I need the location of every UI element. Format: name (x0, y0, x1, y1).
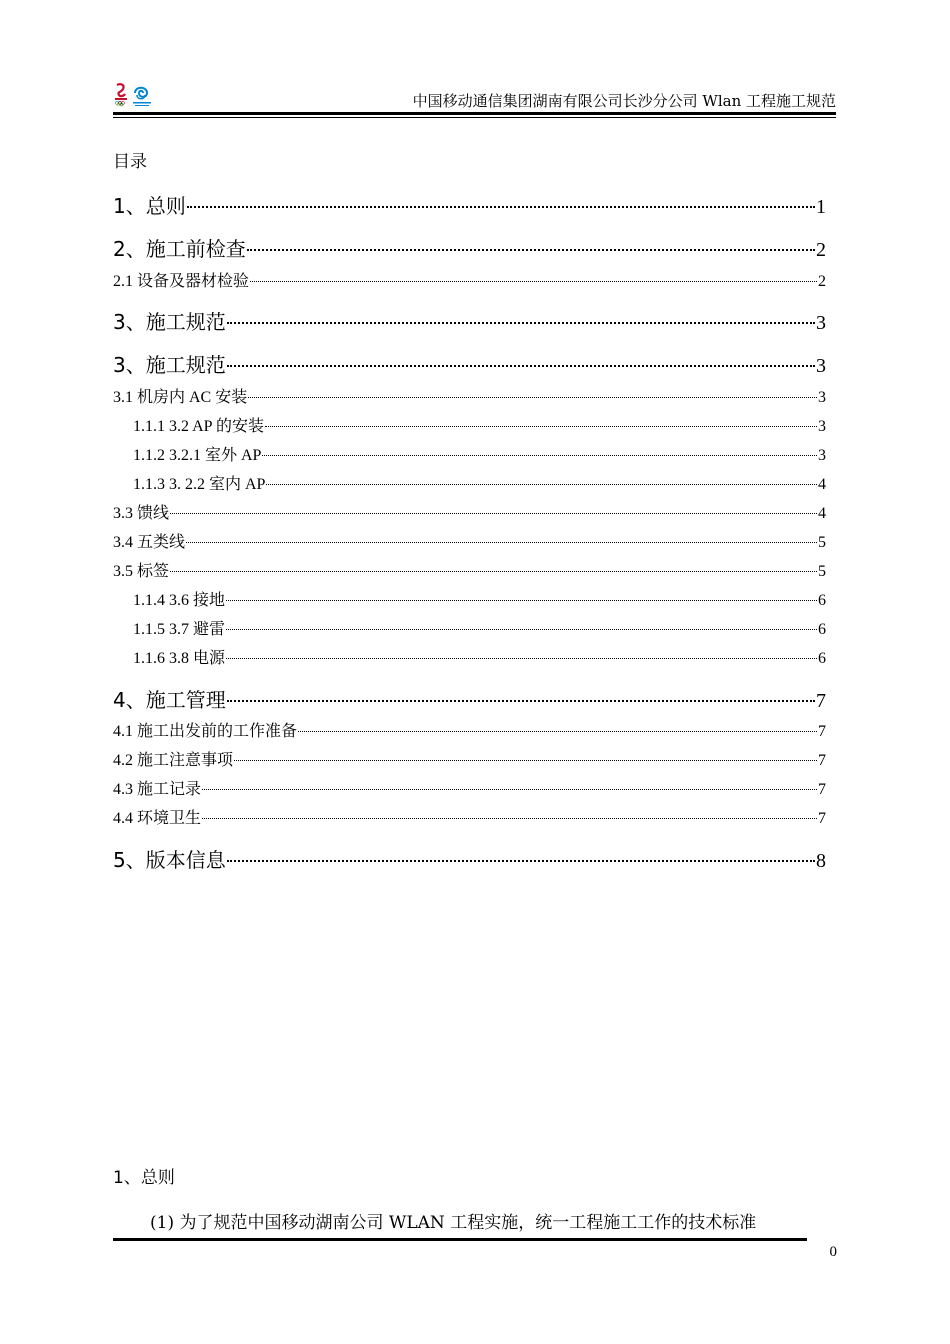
toc-entry-label: 5、版本信息 (113, 848, 226, 872)
toc-entry-page: 7 (818, 752, 826, 769)
toc-entry-label: 1.1.5 3.7 避雷 (133, 621, 226, 638)
toc-entry-page: 1 (816, 196, 826, 218)
toc-entry-page: 8 (816, 850, 826, 872)
toc-entry[interactable] (113, 442, 826, 464)
toc-entry-page: 4 (818, 505, 826, 522)
toc-entry-label: 4.4 环境卫生 (113, 810, 202, 827)
toc-entry-label: 1.1.6 3.8 电源 (133, 650, 226, 667)
toc-leader (226, 600, 817, 601)
toc-entry[interactable] (113, 558, 826, 580)
header-rule (113, 112, 836, 115)
toc-entry-label: 2.1 设备及器材检验 (113, 273, 250, 290)
toc-leader (227, 700, 815, 702)
toc-leader (202, 789, 817, 790)
toc-entry[interactable] (113, 268, 826, 290)
toc-entry-page: 2 (818, 273, 826, 290)
toc-leader (186, 542, 817, 543)
toc-leader (265, 426, 817, 427)
toc-leader (226, 658, 817, 659)
toc-leader (202, 818, 817, 819)
toc-entry[interactable] (113, 306, 826, 336)
toc-entry[interactable] (113, 805, 826, 827)
china-mobile-logo (131, 83, 153, 107)
toc-entry-page: 7 (818, 810, 826, 827)
toc-heading: 目录 (113, 152, 147, 172)
toc-entry-page: 3 (816, 312, 826, 334)
toc-leader (226, 629, 817, 630)
header-rule-thin (113, 117, 836, 118)
toc-entry-label: 3.5 标签 (113, 563, 170, 580)
toc-entry-label: 3.3 馈线 (113, 505, 170, 522)
toc-entry[interactable] (113, 349, 826, 379)
toc-entry[interactable] (113, 616, 826, 638)
toc-entry-page: 7 (816, 690, 826, 712)
toc-leader (227, 322, 815, 324)
toc-entry[interactable] (113, 718, 826, 740)
toc-leader (247, 249, 815, 251)
header-title: 中国移动通信集团湖南有限公司长沙分公司 Wlan 工程施工规范 (412, 92, 836, 110)
toc-entry[interactable] (113, 747, 826, 769)
toc-entry-page: 7 (818, 723, 826, 740)
toc-entry-label: 3、施工规范 (113, 353, 226, 377)
toc-entry[interactable] (113, 471, 826, 493)
toc-leader (266, 484, 817, 485)
toc-entry[interactable] (113, 587, 826, 609)
toc-entry-label: 4.3 施工记录 (113, 781, 202, 798)
toc-entry[interactable] (113, 233, 826, 263)
toc-entry-label: 1.1.4 3.6 接地 (133, 592, 226, 609)
toc-entry-label: 4、施工管理 (113, 688, 226, 712)
toc-leader (298, 731, 817, 732)
toc-entry[interactable] (113, 413, 826, 435)
toc-entry-page: 5 (818, 534, 826, 551)
toc-entry[interactable] (113, 384, 826, 406)
toc-entry-page: 2 (816, 239, 826, 261)
toc-entry-page: 6 (818, 592, 826, 609)
toc-leader (250, 281, 817, 282)
toc-entry-page: 3 (818, 389, 826, 406)
toc-entry-page: 6 (818, 621, 826, 638)
toc-entry-page: 4 (818, 476, 826, 493)
toc-entry-label: 1.1.1 3.2 AP 的安装 (133, 418, 264, 435)
toc-entry[interactable] (113, 500, 826, 522)
toc-entry[interactable] (113, 844, 826, 874)
toc-entry[interactable] (113, 529, 826, 551)
toc-entry-label: 3、施工规范 (113, 310, 226, 334)
toc-entry-page: 3 (816, 355, 826, 377)
toc-leader (170, 571, 817, 572)
toc-leader (227, 860, 815, 862)
section-heading: 1、总则 (113, 1168, 175, 1188)
toc-entry[interactable] (113, 776, 826, 798)
toc-entry-label: 1、总则 (113, 194, 186, 218)
toc-entry-label: 4.1 施工出发前的工作准备 (113, 723, 298, 740)
toc-entry-page: 3 (818, 447, 826, 464)
toc-leader (227, 365, 815, 367)
toc-entry-label: 1.1.3 3. 2.2 室内 AP (133, 476, 266, 493)
toc-entry-label: 3.1 机房内 AC 安装 (113, 389, 248, 406)
toc-leader (234, 760, 817, 761)
toc-entry-page: 5 (818, 563, 826, 580)
toc-entry-label: 1.1.2 3.2.1 室外 AP (133, 447, 262, 464)
toc-leader (248, 397, 817, 398)
page-number: 0 (829, 1244, 837, 1260)
toc-entry-label: 3.4 五类线 (113, 534, 186, 551)
toc-entry[interactable] (113, 684, 826, 714)
toc-entry-label: 4.2 施工注意事项 (113, 752, 234, 769)
toc-entry-page: 3 (818, 418, 826, 435)
toc-leader (262, 455, 817, 456)
footer-rule (113, 1238, 807, 1241)
toc-entry-page: 7 (818, 781, 826, 798)
toc-leader (170, 513, 817, 514)
body-paragraph: (1) 为了规范中国移动湖南公司 WLAN 工程实施，统一工程施工工作的技术标准 (150, 1213, 757, 1233)
toc-leader (187, 206, 815, 208)
toc-entry[interactable] (113, 645, 826, 667)
toc-entry[interactable] (113, 190, 826, 220)
toc-entry-page: 6 (818, 650, 826, 667)
toc-entry-label: 2、施工前检查 (113, 237, 246, 261)
